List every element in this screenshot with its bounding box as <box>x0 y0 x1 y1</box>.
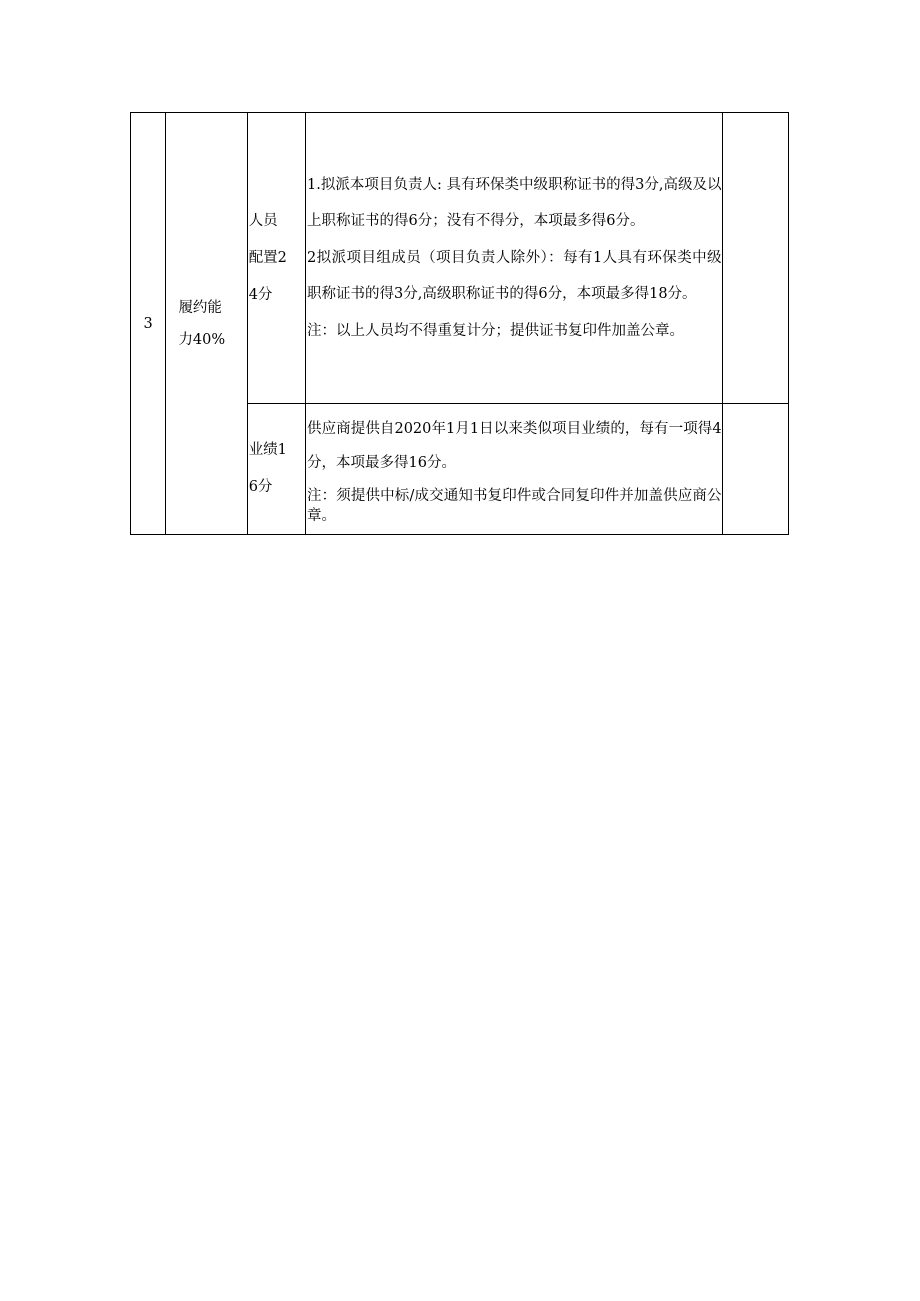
subitem-label: 人员配置24分 <box>248 212 287 303</box>
row-number-cell <box>131 113 166 535</box>
criteria-note: 注：须提供中标/成交通知书复印件或合同复印件并加盖供应商公章。 <box>307 488 722 524</box>
criteria-note: 注：以上人员均不得重复计分；提供证书复印件加盖公章。 <box>307 322 685 339</box>
criteria-cell <box>306 113 723 404</box>
criteria-text <box>306 406 722 532</box>
score-cell <box>722 404 788 535</box>
criteria-paragraph: 供应商提供自2020年1月1日以来类似项目业绩的，每有一项得4分，本项最多得16分。 <box>307 421 722 471</box>
criteria-paragraph: 2拟派项目组成员（项目负责人除外）：每有1人具有环保类中级职称证书的得3分,高级职称证书的得6分，本项最多得18分。 <box>307 249 722 303</box>
criteria-cell <box>306 404 723 535</box>
criteria-paragraph: 1.拟派本项目负责人: 具有环保类中级职称证书的得3分,高级及以上职称证书的得6分；没有不得分，本项最多得6分。 <box>307 176 722 230</box>
score-cell <box>722 113 788 404</box>
category-label: 履约能力40% <box>178 299 226 348</box>
scoring-table <box>130 112 789 535</box>
row-number: 3 <box>143 315 153 332</box>
subitem-cell <box>247 404 305 535</box>
category-cell <box>166 113 247 535</box>
subitem-label: 业绩16分 <box>248 442 287 495</box>
criteria-text <box>306 161 722 356</box>
subitem-cell <box>247 113 305 404</box>
table-row <box>131 113 789 404</box>
